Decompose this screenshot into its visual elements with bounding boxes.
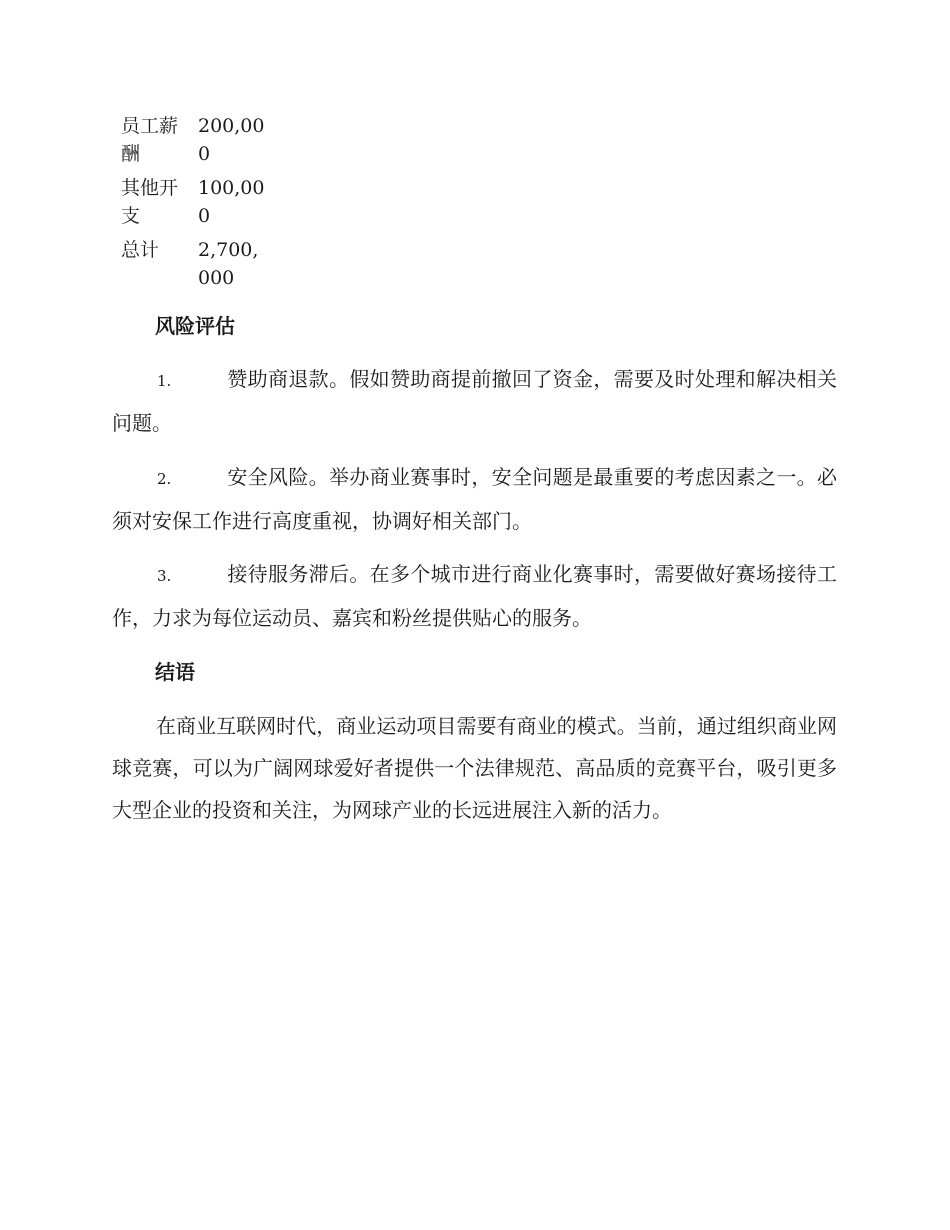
budget-amount: 2,700,000 [198,239,259,289]
budget-label: 其他开支 [121,177,179,227]
table-row [110,112,270,174]
risk-item [112,553,837,639]
risk-item [112,358,837,444]
conclusion-heading: 结语 [155,660,195,684]
budget-amount: 100,000 [198,177,265,227]
table-row [110,236,270,298]
table-row [110,174,270,236]
conclusion-paragraph: 在商业互联网时代，商业运动项目需要有商业的模式。当前，通过组织商业网球竞赛，可以为广阔网球爱好者提供一个法律规范、高品质的竞赛平台，吸引更多大型企业的投资和关注，为网球产业的长远进展注入新的活力。 [112,714,837,822]
risk-item-text: 接待服务滞后。在多个城市进行商业化赛事时，需要做好赛场接待工作，力求为每位运动员、嘉宾和粉丝提供贴心的服务。 [112,562,837,630]
list-number: 1. [157,372,172,390]
risk-item-text: 安全风险。举办商业赛事时，安全问题是最重要的考虑因素之一。必须对安保工作进行高度重视，协调好相关部门。 [112,465,837,533]
risk-heading: 风险评估 [155,314,235,338]
list-number: 2. [157,470,172,488]
budget-label: 总计 [121,239,160,261]
risk-item-text: 赞助商退款。假如赞助商提前撤回了资金，需要及时处理和解决相关问题。 [112,367,837,435]
risk-item [112,456,837,542]
list-number: 3. [157,567,172,585]
budget-amount: 200,000 [198,115,265,165]
budget-label: 员工薪酬 [121,115,179,165]
budget-table [110,112,270,298]
